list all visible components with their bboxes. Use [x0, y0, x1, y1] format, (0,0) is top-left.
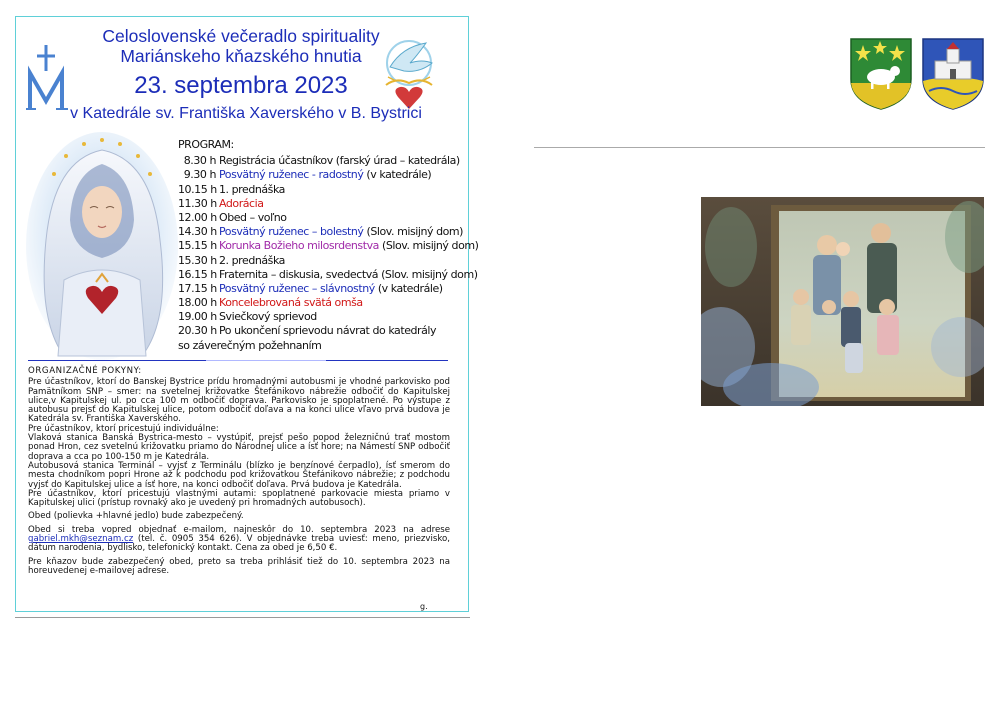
program-activity: Po ukončení sprievodu návrat do katedrály [219, 324, 437, 338]
program-activity-highlight: Posvätný ruženec – bolestný [219, 225, 364, 239]
program-time: 19.00 h [178, 310, 217, 324]
program-item [178, 211, 478, 225]
program-time: 10.15 h [178, 182, 217, 196]
poster-title-line2: Mariánskeho kňazského hnutia [120, 46, 362, 66]
program-time: 20.30 h [178, 324, 217, 338]
program-item [178, 154, 478, 168]
program-time: 9.30 h [183, 168, 216, 182]
program-location: (v katedrále) [374, 281, 443, 295]
organizational-instructions [28, 367, 450, 576]
signature: g. [420, 602, 428, 611]
program-item [178, 268, 478, 282]
dove-heart-logo-icon [376, 37, 442, 113]
lunch-info: Obed (polievka +hlavné jedlo) bude zabezpečený. [28, 511, 244, 522]
program-item [178, 310, 478, 324]
program-time: 8.30 h [183, 154, 216, 168]
program-activity-highlight: Adorácia [219, 196, 264, 210]
program-time: 15.30 h [178, 253, 217, 267]
poster-bottom-rule [15, 617, 470, 618]
program-item [178, 183, 478, 197]
program-time: 12.00 h [178, 210, 217, 224]
program-item [178, 197, 478, 211]
bus-station-instructions: Autobusová stanica Terminál – vyjsť z Terminálu (blízko je benzínové čerpadlo), ísť smerom do mesta chodníkom popri Hrone až k podchodu pod križovatkou Štefánikovo nábrežie; z podchodu vyjsť do Kapitulskej ulice a ísť hore, na konci odbočiť doľava. Prvá budova je Katedrála. [28, 460, 450, 490]
municipal-coat-of-arms-castle-icon [921, 37, 985, 111]
program-location: (Slov. misijný dom) [363, 225, 464, 239]
program-time: 17.15 h [178, 281, 217, 295]
program-item [178, 239, 478, 253]
program-time: 18.00 h [178, 296, 217, 310]
municipal-coat-of-arms-lamb-icon [849, 37, 913, 111]
lunch-order-info [28, 526, 450, 554]
program-location: (Slov. misijný dom) [378, 239, 479, 253]
program-activity: Sviečkový sprievod [219, 310, 317, 324]
lunch-order-text: Obed si treba vopred objednať e-mailom, najneskôr do 10. septembra 2023 na adrese [28, 524, 450, 535]
program-activity: 2. prednáška [219, 253, 285, 267]
priests-info: Pre kňazov bude zabezpečený obed, preto sa treba prihlásiť tiež do 10. septembra 2023 na horeuvedenej e-mailovej adrese. [28, 556, 450, 576]
program-heading: PROGRAM: [178, 138, 234, 151]
instructions-heading: ORGANIZAČNÉ POKYNY: [28, 366, 142, 376]
program-item [178, 296, 478, 310]
car-instructions: Pre účastníkov, ktorí pricestujú vlastnými autami: spoplatnené parkovacie miesta priamo v Kapitulskej ulici (prístup rovnaký ako je uvedený pri hromadných autobusoch). [28, 488, 450, 509]
right-page-rule [534, 147, 985, 148]
program-location: (v katedrále) [363, 168, 432, 182]
program-time: 11.30 h [178, 196, 217, 210]
bus-instructions: Pre účastníkov, ktorí do Banskej Bystrice prídu hromadnými autobusmi je vhodné parkovisko pod Pamätníkom SNP – smer: na svetelnej križovatke Štefánikovo nábrežie odbočiť do Kapitulskej ulice,v Kapitulskej ul. po cca 100 m odbočiť doprava. Parkovisko je spoplatnené. Po výstupe z autobusu prejsť do Kapitulskej ulice, potom odbočiť doľava a na konci ulice vľavo prvá budova je Katedrála sv. Františka Xaverského. [28, 377, 450, 425]
program-item [178, 168, 478, 182]
program-activity-highlight: Koncelebrovaná svätá omša [219, 296, 363, 310]
program-continuation: so záverečným požehnaním [178, 338, 322, 352]
program-schedule [178, 138, 478, 353]
program-time: 16.15 h [178, 267, 217, 281]
individual-heading: Pre účastníkov, ktorí pricestujú individuálne: [28, 423, 219, 434]
event-date: 23. septembra 2023 [134, 72, 348, 99]
event-venue: v Katedrále sv. Františka Xaverského v B. Bystrici [70, 105, 422, 122]
poster-title-line1: Celoslovenské večeradlo spirituality [102, 26, 380, 46]
lunch-order-details: (tel. č. 0905 354 626). V objednávke treba uviesť: meno, priezvisko, dátum narodenia, bydlisko, telefonický kontakt. Cena za obed je 6,50 €. [28, 534, 450, 554]
program-item [178, 282, 478, 296]
program-activity: 1. prednáška [219, 182, 285, 196]
event-poster [15, 16, 479, 612]
train-instructions: Vlaková stanica Banská Bystrica-mesto – vystúpiť, prejsť pešo popod železničnú trať mostom ponad Hron, cez svetelnú križovatku priamo do Národnej ulice a ísť hore; na Námestí SNP odbočiť doprava a cca po 100-150 m je Katedrála. [28, 433, 450, 462]
email-link[interactable]: gabriel.mkh@seznam.cz [28, 534, 134, 545]
program-time: 14.30 h [178, 225, 217, 239]
program-activity-highlight: Posvätný ruženec – slávnostný [219, 281, 375, 295]
program-item [178, 254, 478, 268]
program-activity: Obed – voľno [219, 210, 287, 224]
section-divider-highlight [206, 360, 326, 361]
program-activity: Registrácia účastníkov (farský úrad – katedrála) [219, 154, 460, 168]
program-activity: Fraternita – diskusia, svedectvá (Slov. misijný dom) [219, 267, 478, 281]
program-time: 15.15 h [178, 239, 217, 253]
program-item [178, 324, 478, 338]
program-item [178, 225, 478, 239]
program-activity-highlight: Korunka Božieho milosrdenstva [219, 239, 379, 253]
program-activity-highlight: Posvätný ruženec - radostný [219, 168, 364, 182]
holy-family-painting-photo [701, 197, 984, 406]
virgin-mary-image [24, 130, 181, 362]
